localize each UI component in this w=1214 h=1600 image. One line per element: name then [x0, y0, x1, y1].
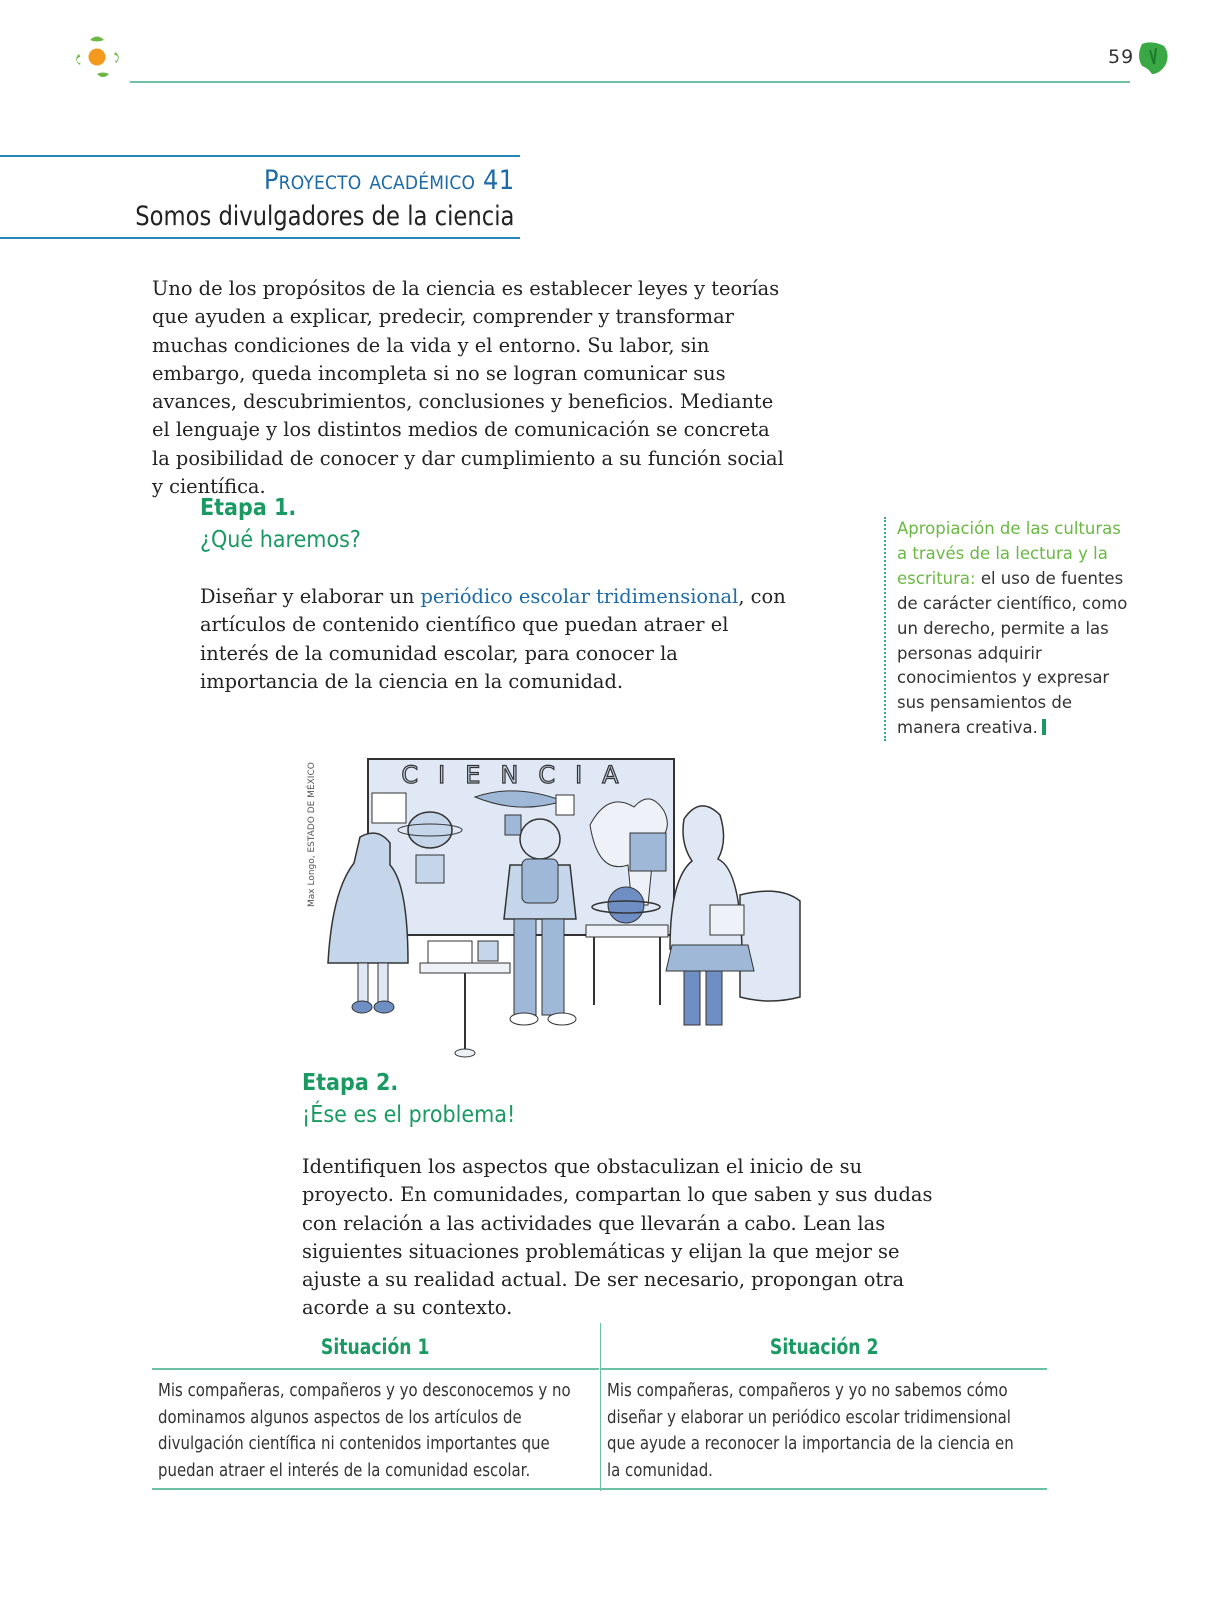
students-science-board-illustration [300, 755, 825, 1065]
situation-text: Mis compañeras, compañeros y yo desconocemos y no dominamos algunos aspectos de los artículos de divulgación científica ni contenidos importantes que puedan atraer el interés de la comunidad escolar. [158, 1380, 571, 1481]
stage2-title: Etapa 2. [302, 1070, 399, 1096]
stage1-title: Etapa 1. [200, 495, 297, 521]
sidenote-lead: Apropiación de las culturas a través de la lectura y la escritura: [897, 519, 1121, 588]
board-title: CIENCIA [401, 761, 639, 789]
intro-paragraph: Uno de los propósitos de la ciencia es establecer leyes y teorías que ayuden a explicar, predecir, comprender y transformar muchas condiciones de la vida y el entorno. Su labor, sin embargo, queda incompleta si no se logran comunicar sus avances, descubrimientos, conclusiones y beneficios. Mediante el lenguaje y los distintos medios de comunicación se concreta la posibilidad de conocer y dar cumplimiento a su función social y científica. [152, 277, 784, 499]
project-title-box [0, 155, 520, 239]
stage1-text-after: , con artículos de contenido científico que puedan atraer el interés de la comunidad escolar, para conocer la importancia de la ciencia en la comunidad. [200, 585, 786, 693]
program-logo-icon [70, 32, 126, 84]
periodico-link[interactable]: periódico escolar tridimensional [420, 585, 739, 608]
situation-heading: Situación 1 [152, 1323, 599, 1370]
sidenote [884, 517, 1134, 741]
situation-column [600, 1323, 1047, 1491]
situation-text: Mis compañeras, compañeros y yo no sabemos cómo diseñar y elaborar un periódico escolar tridimensional que ayude a reconocer la importancia de la ciencia en la comunidad. [607, 1380, 1014, 1481]
project-number-heading: Proyecto académico 41 [263, 165, 514, 196]
page-number: 59 [1108, 46, 1135, 68]
illustration-credit: Max Longo, ESTADO DE MÉXICO [307, 762, 317, 907]
stage1-text-before: Diseñar y elaborar un [200, 585, 421, 608]
stage2-paragraph: Identifiquen los aspectos que obstaculizan el inicio de su proyecto. En comunidades, compartan lo que saben y sus dudas con relación a las actividades que llevarán a cabo. Lean las siguientes situaciones problemáticas y elijan la que mejor se ajuste a su realidad actual. De ser necesario, propongan otra acorde a su contexto. [302, 1155, 933, 1320]
stage1-paragraph [200, 583, 800, 696]
situation-column [152, 1323, 599, 1491]
project-title: Somos divulgadores de la ciencia [134, 201, 514, 232]
stage1-subtitle: ¿Qué haremos? [200, 527, 361, 553]
situations-table [152, 1323, 1047, 1491]
table-bottom-rule [152, 1488, 1047, 1490]
sidenote-end-mark [1042, 719, 1046, 735]
header-rule [130, 81, 1130, 83]
sidenote-body: el uso de fuentes de carácter científico, como un derecho, permite a las personas adquirir conocimientos y expresar sus pensamientos de manera creativa. [897, 568, 1128, 738]
situation-heading: Situación 2 [601, 1323, 1047, 1370]
corner-leaf-icon [1138, 40, 1170, 76]
stage2-subtitle: ¡Ése es el problema! [302, 1102, 516, 1128]
